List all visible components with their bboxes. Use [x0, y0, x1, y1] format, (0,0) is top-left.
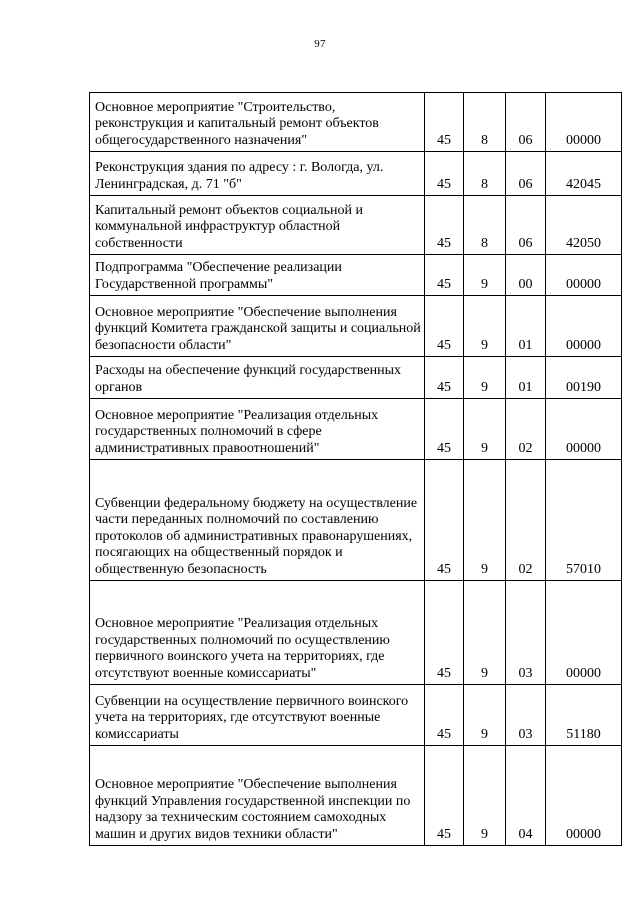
row-name: Реконструкция здания по адресу : г. Вологда, ул. Ленинградская, д. 71 "б": [90, 152, 425, 196]
table-row: [90, 196, 622, 255]
code-2: 8: [464, 196, 506, 255]
page-number: 97: [314, 38, 326, 50]
code-1: 45: [425, 357, 464, 399]
code-3: 02: [506, 460, 546, 581]
code-3: 01: [506, 357, 546, 399]
code-4: 57010: [546, 460, 622, 581]
code-2: 9: [464, 746, 506, 846]
table-row: [90, 152, 622, 196]
code-2: 9: [464, 581, 506, 685]
table-row: [90, 357, 622, 399]
row-name: Расходы на обеспечение функций государственных органов: [90, 357, 425, 399]
code-3: 02: [506, 399, 546, 460]
table-row: [90, 685, 622, 746]
row-name: Субвенции федеральному бюджету на осуществление части переданных полномочий по составлению протоколов об административных правонарушениях, посягающих на общественный порядок и общественную безопасность: [90, 460, 425, 581]
code-2: 8: [464, 152, 506, 196]
code-2: 9: [464, 357, 506, 399]
code-2: 8: [464, 93, 506, 152]
code-4: 00000: [546, 581, 622, 685]
table-row: [90, 460, 622, 581]
row-name: Основное мероприятие "Строительство, реконструкция и капитальный ремонт объектов общегосударственного назначения": [90, 93, 425, 152]
code-1: 45: [425, 581, 464, 685]
row-name: Подпрограмма "Обеспечение реализации Государственной программы": [90, 255, 425, 296]
code-2: 9: [464, 255, 506, 296]
code-2: 9: [464, 399, 506, 460]
table-row: [90, 746, 622, 846]
code-1: 45: [425, 93, 464, 152]
code-1: 45: [425, 685, 464, 746]
table-row: [90, 581, 622, 685]
row-name: Капитальный ремонт объектов социальной и коммунальной инфраструктур областной собственности: [90, 196, 425, 255]
code-1: 45: [425, 152, 464, 196]
code-2: 9: [464, 460, 506, 581]
code-4: 42045: [546, 152, 622, 196]
code-3: 03: [506, 581, 546, 685]
code-4: 42050: [546, 196, 622, 255]
budget-table: [89, 92, 622, 846]
code-4: 51180: [546, 685, 622, 746]
code-3: 06: [506, 152, 546, 196]
code-1: 45: [425, 746, 464, 846]
code-4: 00190: [546, 357, 622, 399]
code-2: 9: [464, 296, 506, 357]
table-row: [90, 399, 622, 460]
code-4: 00000: [546, 746, 622, 846]
row-name: Основное мероприятие "Обеспечение выполнения функций Управления государственной инспекции по надзору за техническим состоянием самоходных машин и других видов техники области": [90, 746, 425, 846]
code-3: 03: [506, 685, 546, 746]
code-4: 00000: [546, 296, 622, 357]
code-3: 01: [506, 296, 546, 357]
code-1: 45: [425, 255, 464, 296]
code-4: 00000: [546, 255, 622, 296]
code-3: 04: [506, 746, 546, 846]
row-name: Субвенции на осуществление первичного воинского учета на территориях, где отсутствуют военные комиссариаты: [90, 685, 425, 746]
table-row: [90, 93, 622, 152]
code-1: 45: [425, 296, 464, 357]
row-name: Основное мероприятие "Реализация отдельных государственных полномочий в сфере административных правоотношений": [90, 399, 425, 460]
code-4: 00000: [546, 399, 622, 460]
code-3: 06: [506, 93, 546, 152]
code-3: 06: [506, 196, 546, 255]
code-4: 00000: [546, 93, 622, 152]
code-3: 00: [506, 255, 546, 296]
code-1: 45: [425, 460, 464, 581]
table-row: [90, 296, 622, 357]
code-1: 45: [425, 196, 464, 255]
code-1: 45: [425, 399, 464, 460]
table-row: [90, 255, 622, 296]
row-name: Основное мероприятие "Реализация отдельных государственных полномочий по осуществлению первичного воинского учета на территориях, где отсутствуют военные комиссариаты": [90, 581, 425, 685]
code-2: 9: [464, 685, 506, 746]
row-name: Основное мероприятие "Обеспечение выполнения функций Комитета гражданской защиты и социальной безопасности области": [90, 296, 425, 357]
